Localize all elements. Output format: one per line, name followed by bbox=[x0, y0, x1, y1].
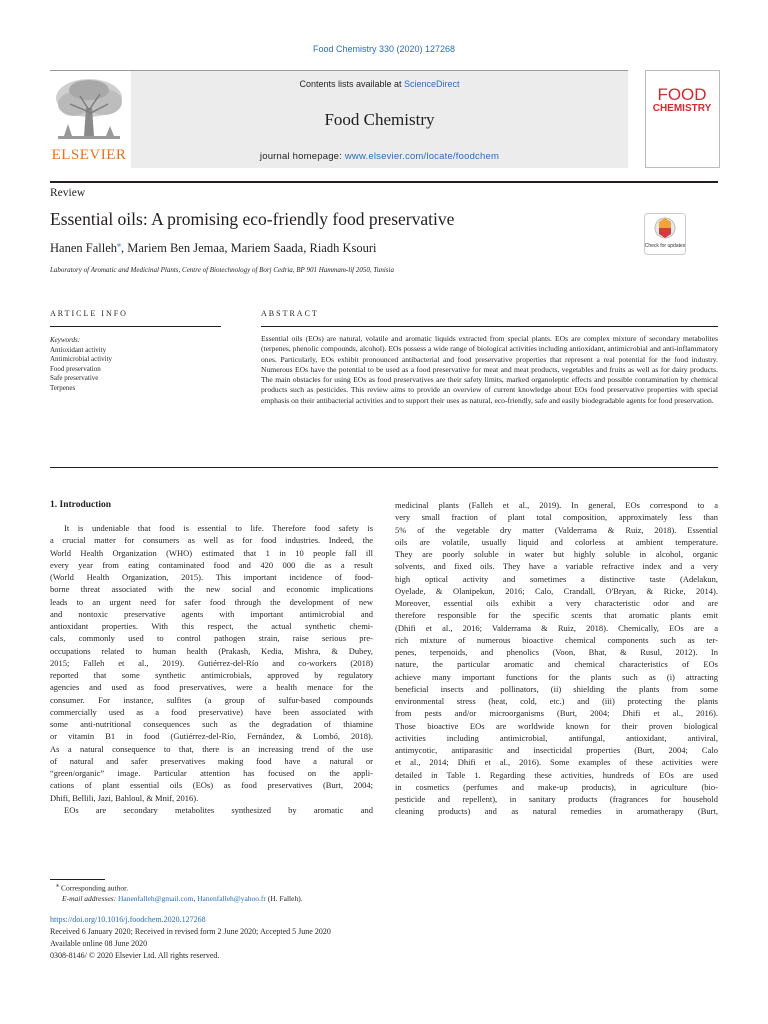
body-text-line: some anti-nutritional consequences such as the degradation of thiamine bbox=[50, 719, 373, 729]
copyright: 0308-8146/ © 2020 Elsevier Ltd. All rights reserved. bbox=[50, 951, 220, 960]
other-authors: , Mariem Ben Jemaa, Mariem Saada, Riadh Ksouri bbox=[121, 241, 377, 256]
section-heading-introduction: 1. Introduction bbox=[50, 500, 112, 510]
body-text-line: beneficial insects and pollinators, (ii) shielding the plants from some bbox=[395, 683, 718, 694]
body-text-line: nature, the particular aromatic and chemical characteristics of EOs bbox=[395, 659, 718, 670]
contents-line bbox=[131, 79, 628, 89]
body-text-line: Oyelade, & Olanipekun, 2016; Calo, Crandall, O'Bryan, & Ricke, 2014). bbox=[395, 585, 718, 596]
abstract-rule bbox=[261, 326, 718, 327]
body-text-line: borne threat associated with the new social and economic implications bbox=[50, 584, 373, 595]
body-text-line: in cosmetics (perfumes and make-up products), in agriculture (bio- bbox=[395, 781, 718, 792]
body-text-line: every year from eating contaminated food and 420 000 die as a result bbox=[50, 559, 373, 570]
body-text-line: oils are volatile, usually liquid and colorless at ambient temperature. bbox=[395, 536, 718, 547]
front-matter-rule bbox=[50, 467, 718, 468]
body-text-line: EOs are secondary metabolites synthesized by aromatic and bbox=[64, 804, 373, 815]
body-text-line: World Health Organization (WHO) estimated that 1 in 10 people fall ill bbox=[50, 547, 373, 558]
journal-homepage bbox=[131, 151, 628, 162]
article-type: Review bbox=[50, 187, 86, 199]
affiliation: Laboratory of Aromatic and Medicinal Plants, Centre of Biotechnology of Borj Cedria, BP 901 Hammam-lif 2050, Tunisia bbox=[50, 266, 394, 274]
body-text-line: It is undeniable that food is essential to life. Therefore food safety is bbox=[64, 523, 373, 533]
body-text-line: therefore responsible for the specific scents that aromatic plants emit bbox=[395, 610, 718, 621]
keyword-item: Antioxidant activity bbox=[50, 345, 107, 354]
first-author: Hanen Falleh bbox=[50, 241, 117, 256]
email-label: E-mail addresses: bbox=[62, 894, 118, 903]
elsevier-wordmark: ELSEVIER bbox=[51, 147, 127, 163]
body-text-line: Dhifi, Bellili, Jazi, Bahloul, & Mnif, 2016). bbox=[50, 792, 199, 803]
body-text-line: pesticide and repellent), in sanitary products (fragrances for household bbox=[395, 794, 718, 804]
body-text-line: occupations related to human health (Prakash, Kedia, Mishra, & Dubey, bbox=[50, 645, 373, 656]
body-text-line: a crucial matter for consumers as well as for food industries. Indeed, the bbox=[50, 535, 373, 546]
available-online: Available online 08 June 2020 bbox=[50, 939, 148, 948]
body-text-line: cations of plant essential oils (EOs) as food preservatives (Burt, 2004; bbox=[50, 780, 373, 791]
contents-prefix: Contents lists available at bbox=[299, 79, 405, 89]
article-info-heading: ARTICLE INFO bbox=[50, 309, 128, 318]
keywords-label: Keywords: bbox=[50, 336, 81, 344]
received-dates: Received 6 January 2020; Received in revised form 2 June 2020; Accepted 5 June 2020 bbox=[50, 927, 331, 936]
body-text-line: medicinal plants (Falleh et al., 2019). In general, EOs correspond to a bbox=[395, 500, 718, 510]
body-text-line: antioxidant properties. With this respect, the actual synthetic chemi- bbox=[50, 621, 373, 631]
body-text-line: 5% of the vegetable dry matter (Valderrama & Ruiz, 2018). Essential bbox=[395, 524, 718, 535]
body-text-line: rich mixture of numerous bioactive chemical components such as ter- bbox=[395, 634, 718, 645]
email-owner: (H. Falleh). bbox=[265, 894, 303, 903]
cover-title-chemistry: CHEMISTRY bbox=[652, 103, 712, 114]
email-link-2[interactable]: Hanenfalleh@yahoo.fr bbox=[197, 894, 266, 903]
sciencedirect-link[interactable]: ScienceDirect bbox=[404, 79, 460, 89]
homepage-link[interactable]: www.elsevier.com/locate/foodchem bbox=[344, 151, 500, 162]
body-text-line: Those bioactive EOs are worldwide known for their proven biological bbox=[395, 720, 718, 731]
body-text-line: detailed in Table 1. Regarding these activities, hundreds of EOs are used bbox=[395, 769, 718, 780]
body-text-line: agencies and used as food preservatives, were a health menace for the bbox=[50, 682, 373, 693]
paper-title: Essential oils: A promising eco-friendly food preservative bbox=[50, 209, 455, 229]
corresponding-note-text: Corresponding author. bbox=[61, 883, 129, 893]
keyword-item: Safe preservative bbox=[50, 374, 99, 382]
journal-title: Food Chemistry bbox=[324, 110, 435, 129]
abstract-text: Essential oils (EOs) are natural, volatile and aromatic liquids extracted from special plants. EOs are complex mixture of secondary metabolites (terpenes, phenolic compounds, alcohol). EOs possess a wide range of biological activities including antioxidant, antimicrobial and anti-inflammatory ones. Particularly, EOs exhibit pronounced antibacterial and food preservative properties that represent a real potential for the food industry. Numerous EOs have the potential to be used as a food preservative for meat and meat products, vegetables and fruits as well as for dairy products. The main obstacles for using EOs as food preservatives are their safety limits, marked organoleptic effects and possible contamination by chemical products such as pesticides. This review aims to provide an overview of current knowledge about EOs food preservative properties with special emphasis on their antibacterial activities and to support their uses as natural, eco-friendly, safe and easily biodegradable agents for food preservation. bbox=[261, 334, 718, 405]
check-for-updates-icon[interactable] bbox=[644, 213, 686, 255]
keyword-item: Food preservation bbox=[50, 364, 101, 373]
corresponding-note-mark: ⁎ bbox=[56, 882, 60, 889]
body-text-line: and nontoxic preservative agents with important antimicrobial and bbox=[50, 608, 373, 619]
body-text-line: high optical activity and sometimes a distinctive taste (Adelakun, bbox=[395, 573, 718, 584]
body-text-line: “green/organic” image. Particular attention has focused on the appli- bbox=[50, 768, 373, 778]
body-text-line: They are poorly soluble in water but highly soluble in alcohol, organic bbox=[395, 549, 718, 559]
keyword-item: Terpenes bbox=[50, 383, 76, 392]
body-text-line: of natural and safer preservatives making food have a natural or bbox=[50, 755, 373, 766]
doi-link[interactable]: https://doi.org/10.1016/j.foodchem.2020.127268 bbox=[50, 915, 206, 924]
keywords-block bbox=[50, 336, 112, 393]
body-text-line: or vitamin B1 in food (Gutiérrez-del-Río, Fernández, & Lombó, 2018). bbox=[50, 731, 373, 742]
article-info-rule bbox=[50, 326, 221, 327]
body-text-line: cals, commonly used to control pathogen strain, raise serious pre- bbox=[50, 633, 373, 644]
body-text-line: activities including antimicrobial, antifungal, antioxidant, antiviral, bbox=[395, 732, 718, 743]
body-text-line: from pests and/or microorganisms (Burt, 2004; Dhifi et al., 2016). bbox=[395, 708, 718, 719]
body-text-line: 2015; Falleh et al., 2019). Gutiérrez-del-Río and co-workers (2018) bbox=[50, 657, 373, 668]
body-text-line: Moreover, essential oils exhibit a very characteristic odor and are bbox=[395, 598, 718, 608]
body-text-line: (World Health Organization, 2015). This important incidence of food- bbox=[50, 572, 373, 582]
email-line bbox=[62, 894, 303, 903]
email-link-1[interactable]: Hanenfalleh@gmail.com bbox=[117, 894, 194, 903]
body-text-line: As a natural consequence to that, there is an increasing trend of the use bbox=[50, 743, 373, 754]
journal-reference[interactable]: Food Chemistry 330 (2020) 127268 bbox=[312, 44, 456, 54]
body-text-line: penes, terpenoids, and phenolics (Voon, Bhat, & Rusul, 2012). In bbox=[395, 647, 718, 657]
homepage-prefix: journal homepage: bbox=[259, 151, 345, 162]
body-text-line: (Dhifi et al., 2016; Valderrama & Ruiz, 2018). Chemically, EOs are a bbox=[395, 622, 718, 633]
header-top-rule bbox=[50, 70, 628, 71]
corresponding-mark[interactable]: ⁎ bbox=[117, 240, 121, 249]
cover-title bbox=[650, 86, 714, 115]
cover-title-food: FOOD bbox=[657, 85, 707, 104]
body-column-right bbox=[395, 499, 718, 818]
body-text-line: et al., 2014; Dhifi et al., 2016). Some examples of these activities were bbox=[395, 757, 718, 768]
body-column-left bbox=[50, 522, 373, 816]
body-text-line: commercially used as a food preservative) have been associated with bbox=[50, 706, 373, 717]
footnote-rule bbox=[50, 879, 105, 880]
body-text-line: achieve many important functions for the plants such as (i) attracting bbox=[395, 671, 718, 682]
abstract-heading: ABSTRACT bbox=[261, 309, 319, 318]
author-list bbox=[50, 240, 377, 256]
crossmark-label: Check for updates bbox=[644, 243, 686, 249]
corresponding-note bbox=[56, 882, 128, 893]
body-text-line: environmental stress (heat, cold, etc.) and (iii) protecting the plants bbox=[395, 696, 718, 706]
email-separator: , bbox=[193, 894, 198, 903]
header-bottom-rule bbox=[50, 181, 718, 183]
body-text-line: reported that some synthetic antimicrobials, approved by regulatory bbox=[50, 670, 373, 680]
body-text-line: solvents, and fixed oils. They have a variable refractive index and a very bbox=[395, 561, 718, 572]
body-text-line: leads to an urgent need for safer food through the development of new bbox=[50, 596, 373, 607]
keyword-item: Antimicrobial activity bbox=[50, 355, 113, 363]
body-text-line: antimycotic, antiparasitic and insecticidal properties (Burt, 2004; Calo bbox=[395, 745, 718, 755]
body-text-line: cleaning products) and as natural remedies in aromatherapy (Burt, bbox=[395, 806, 718, 817]
body-text-line: consumer. For instance, sulfites (a group of sulfur-based compounds bbox=[50, 694, 373, 705]
body-text-line: very small fraction of plant total composition, approximately less than bbox=[395, 512, 718, 523]
